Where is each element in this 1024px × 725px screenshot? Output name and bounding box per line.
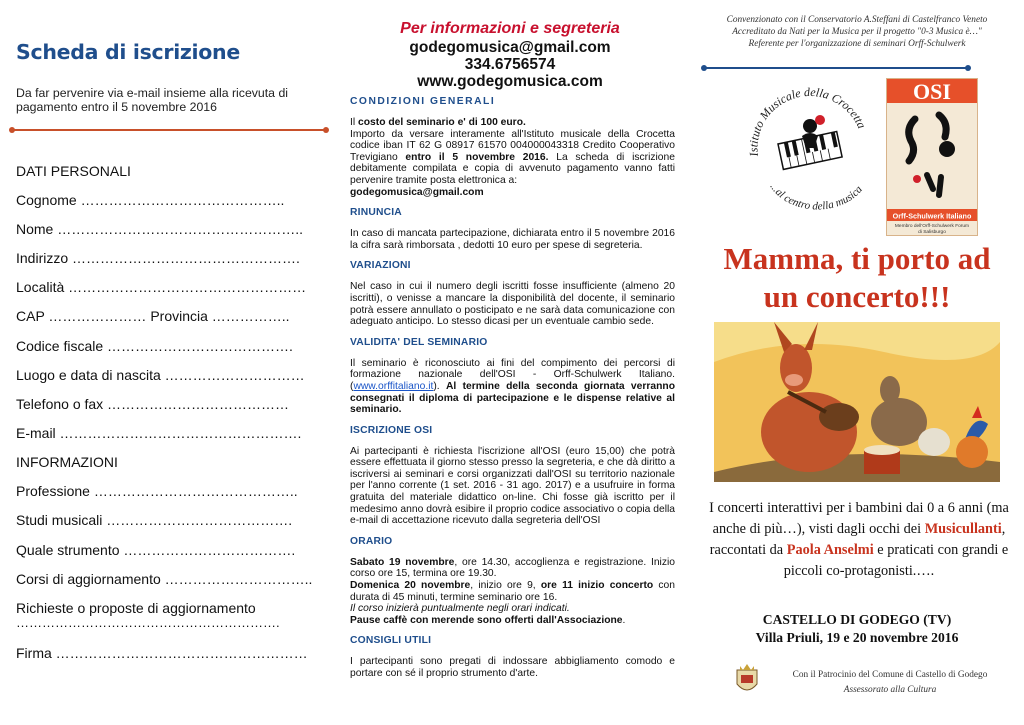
info-title: Per informazioni e segreteria (400, 20, 620, 37)
contact-email[interactable]: godegomusica@gmail.com (409, 39, 611, 56)
conditions-panel (340, 0, 680, 725)
cancellation-text: In caso di mancata partecipazione, dichiarata entro il 5 novembre 2016 la cifra sarà rimborsata , dedotti 10 euro per spese di segreteria. (350, 228, 675, 251)
divider-dot-icon (701, 65, 707, 71)
contact-phone[interactable]: 334.6756574 (464, 56, 556, 73)
orff-link[interactable]: www.orffitaliano.it (353, 380, 434, 392)
signature-field[interactable]: Firma ……………………………………………… (16, 645, 308, 661)
info-heading: INFORMAZIONI (16, 454, 118, 470)
patronage: Con il Patrocinio del Comune di Castello di Godego Assessorato alla Cultura (792, 670, 988, 695)
name-field[interactable]: Nome …………………………………………….. (16, 221, 304, 237)
osi-logo (886, 78, 978, 236)
changes-text: Nel caso in cui il numero degli iscritti fosse insufficiente (almeno 20 iscritti), o venisse a mancare la disponibilità del docente, il seminario potrà essere annullato o posticipato e ne sarà data comunicazione con adeguato anticipo. Lo stesso dicasi per un eventuale cambio sede. (350, 281, 675, 328)
birth-place-date-field[interactable]: Luogo e data di nascita ………………………… (16, 367, 305, 383)
tips-text: I partecipanti sono pregati di indossare abbigliamento comodo e portare con sé il proprio strumento d'arte. (350, 656, 675, 679)
svg-text:di Salisburgo: di Salisburgo (918, 230, 946, 235)
schedule-heading: ORARIO (350, 535, 393, 547)
general-conditions-heading: CONDIZIONI GENERALI (350, 96, 496, 107)
svg-text:OSI: OSI (913, 79, 951, 104)
venue-town: CASTELLO DI GODEGO (TV) (762, 612, 952, 627)
zip-province-field[interactable]: CAP ………………… Provincia …………….. (16, 308, 290, 324)
city-field[interactable]: Località …………………………………………… (16, 279, 307, 295)
requests-field[interactable]: ……………………………………………………. (16, 615, 280, 630)
divider-dot-icon (323, 127, 329, 133)
refresher-courses-field[interactable]: Corsi di aggiornamento ………………………….. (16, 571, 313, 587)
changes-heading: VARIAZIONI (350, 260, 411, 272)
osi-registration-heading: ISCRIZIONE OSI (350, 424, 433, 436)
cover-panel (690, 0, 1024, 725)
svg-text:Membro dell'Orff-Schulwerk For: Membro dell'Orff-Schulwerk Forum (894, 224, 970, 229)
musicians-illustration (714, 322, 1000, 482)
osi-registration-text: Ai partecipanti è richiesta l'iscrizione all'OSI (euro 15,00) che potrà essere effettuata il giorno stesso presso la segreteria, e che dà diritto a iscriversi ai seminari e corsi organizzati dall'OSI su territorio nazionale per l'anno corrente (1 set. 2016 - 31 ago. 2017) e a usufruire in forma gratuita del materiale didattico on-line. Chi fosse già iscritto per il medesimo anno dovrà esibire il proprio codice associativo o copia della e-mail di accettazione ricevuto dalla segreteria dell'OSI (350, 445, 675, 527)
svg-text:Istituto Musicale della Crocet: Istituto Musicale della Crocetta (746, 86, 870, 158)
profession-field[interactable]: Professione …………………………………….. (16, 483, 298, 499)
instrument-field[interactable]: Quale strumento ………………………………. (16, 542, 296, 558)
cancellation-heading: RINUNCIA (350, 207, 402, 219)
crocetta-logo (740, 86, 878, 214)
form-intro: Da far pervenire via e-mail insieme alla ricevuta di pagamento entro il 5 novembre 2016 (16, 86, 289, 114)
tax-code-field[interactable]: Codice fiscale …………………………………. (16, 338, 293, 354)
contact-website[interactable]: www.godegomusica.com (417, 73, 603, 90)
address-field[interactable]: Indirizzo …………………………………………. (16, 250, 300, 266)
validity-text: Il seminario è riconosciuto ai fini del compimento dei percorsi di formazione nazionale dell'OSI - Orff-Schulwerk Italiano. (www.orffitaliano.it). Al termine della seconda giornata verranno consegnati il diploma di partecipazione e le dispense relative al seminario. (350, 357, 675, 416)
music-studies-field[interactable]: Studi musicali …………………………………. (16, 512, 293, 528)
tips-heading: CONSIGLI UTILI (350, 635, 432, 647)
municipality-crest-icon (734, 662, 760, 696)
cost-email[interactable]: godegomusica@gmail.com (350, 186, 484, 198)
conditions-column (350, 96, 675, 680)
registration-form-panel (0, 0, 336, 725)
form-title: Scheda di iscrizione (16, 40, 240, 64)
affiliations: Convenzionato con il Conservatorio A.Steffani di Castelfranco Veneto Accreditato da Nati per la Musica per il progetto "0-3 Musica è…" Referente per l'organizzazione di seminari Orff-Schulwerk (726, 15, 988, 49)
email-field[interactable]: E-mail ……………………………………………. (16, 425, 302, 441)
schedule-text: Sabato 19 novembre, ore 14.30, accoglienza e registrazione. Inizio corso ore 15, termina ore 19.30. Domenica 20 novembre, inizio ore 9, ore 11 inizio concerto con durata di 45 minuti, termine seminario ore 16. Il corso inizierà puntualmente negli orari indicati. Pause caffè con merende sono offerti dall'Associazione. (350, 556, 676, 626)
event-title: Mamma, ti porto ad un concerto!!! (723, 241, 991, 314)
requests-label: Richieste o proposte di aggiornamento (16, 600, 256, 616)
divider-dot-icon (9, 127, 15, 133)
divider-dot-icon (965, 65, 971, 71)
event-description: I concerti interattivi per i bambini dai 0 a 6 anni (ma anche di più…), visti dagli occhi dei Musicullanti, raccontati da Paola Anselmi e praticati con grandi e piccoli co-protagonisti.…. (709, 500, 1009, 579)
form-divider (10, 129, 328, 131)
cost-paragraph: Il costo del seminario e' di 100 euro. Importo da versare interamente all'Istituto musicale della Crocetta codice iban IT 62 G 08917 61570 004000043318 Credito Cooperativo Trevigiano entro il 5 novembre 2016. La scheda di iscrizione debitamente compilata e copia di avvenuto pagamento vanno fatti pervenire tramite posta elettronica a: godegomusica@gmail.com (350, 117, 675, 198)
personal-data-heading: DATI PERSONALI (16, 163, 131, 179)
svg-text:Orff-Schulwerk Italiano: Orff-Schulwerk Italiano (892, 211, 972, 221)
svg-text:...al centro della musica: ...al centro della musica (767, 181, 865, 213)
phone-fax-field[interactable]: Telefono o fax ………………………………… (16, 396, 290, 412)
venue-date: Villa Priuli, 19 e 20 novembre 2016 (755, 630, 959, 645)
validity-heading: VALIDITA' DEL SEMINARIO (350, 336, 488, 348)
cover-divider (702, 67, 970, 69)
surname-field[interactable]: Cognome …………………………………….. (16, 192, 285, 208)
